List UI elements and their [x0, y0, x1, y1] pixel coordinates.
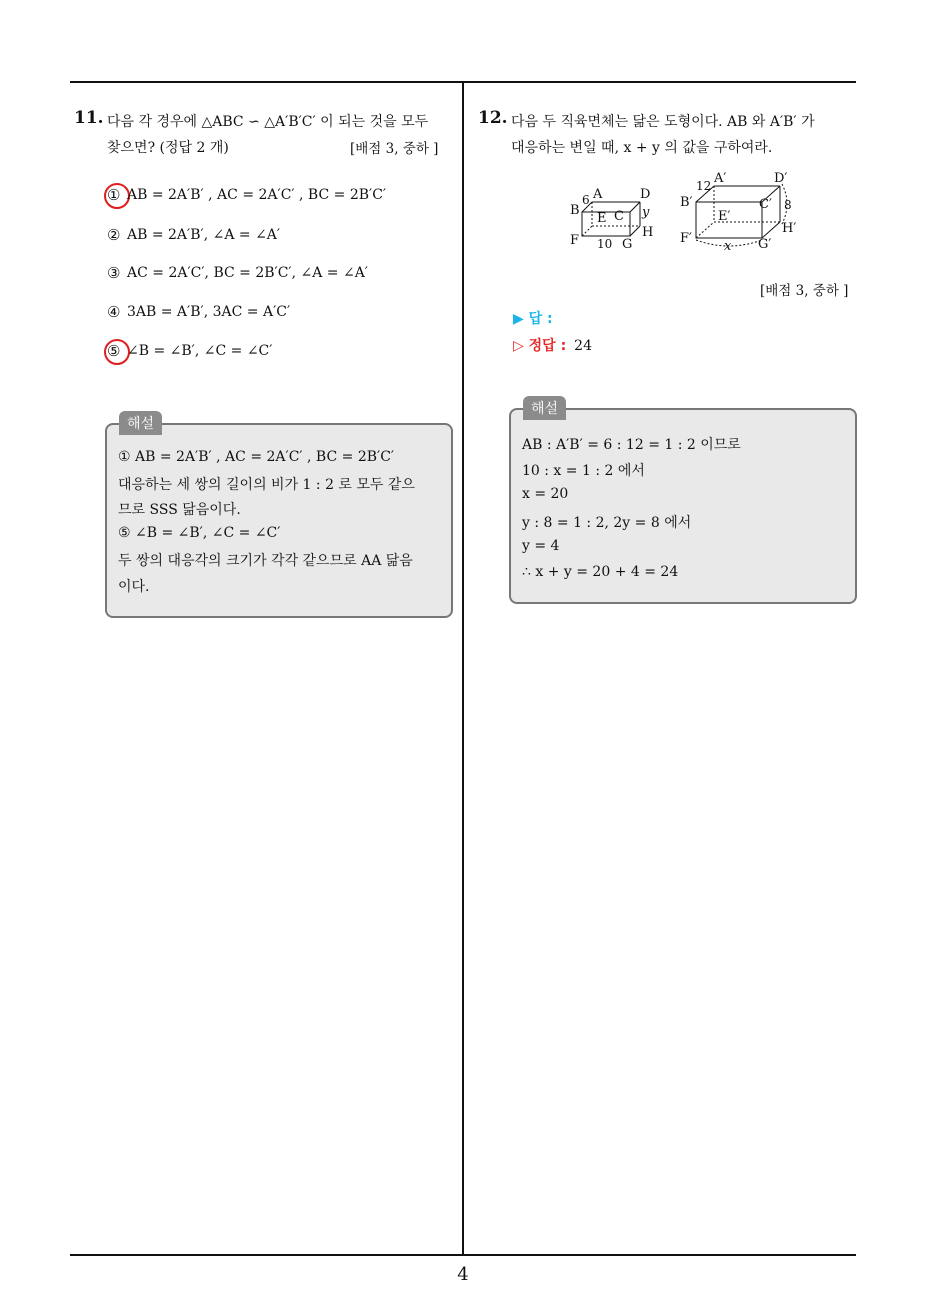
- column-divider: [462, 82, 464, 1255]
- label-large-a: A′: [714, 171, 727, 186]
- q11-solution-line: ① AB = 2A′B′ , AC = 2A′C′ , BC = 2B′C′: [118, 449, 395, 465]
- q11-solution-line: 대응하는 세 쌍의 길이의 비가 1 : 2 로 모두 같으: [118, 477, 415, 493]
- q12-score: [배점 3, 중하 ]: [760, 283, 849, 299]
- small-cuboid: [582, 202, 640, 236]
- label-small-h: H: [642, 225, 654, 240]
- q11-solution-line: 이다.: [118, 579, 150, 595]
- large-cuboid: [696, 184, 787, 246]
- q12-answer-label: ▶ 답 :: [513, 311, 553, 327]
- label-small-e: E: [597, 211, 607, 226]
- label-large-c: C′: [759, 197, 772, 212]
- label-large-12: 12: [696, 179, 712, 193]
- q11-solution-line: 두 쌍의 대응각의 크기가 각각 같으므로 AA 닮음: [118, 553, 413, 569]
- q11-solution-line: ⑤ ∠B = ∠B′, ∠C = ∠C′: [118, 525, 281, 541]
- q12-solution-line: y = 4: [522, 538, 560, 554]
- q12-text-line2: 대응하는 변일 때, x + y 의 값을 구하여라.: [511, 140, 773, 156]
- label-large-f: F′: [680, 231, 692, 246]
- label-large-e: E′: [718, 209, 731, 224]
- q11-option-3[interactable]: ③ AC = 2A′C′, BC = 2B′C′, ∠A = ∠A′: [107, 264, 368, 282]
- label-small-10: 10: [597, 237, 613, 251]
- q12-solution-line: ∴ x + y = 20 + 4 = 24: [522, 564, 679, 580]
- q12-solution-line: x = 20: [522, 486, 569, 502]
- q11-text-line2: 찾으면? (정답 2 개): [107, 140, 229, 156]
- bottom-rule: [70, 1254, 856, 1256]
- q12-solution-line: y : 8 = 1 : 2, 2y = 8 에서: [522, 515, 692, 531]
- label-small-f: F: [570, 233, 580, 248]
- label-large-d: D′: [774, 171, 788, 186]
- label-large-b: B′: [680, 195, 693, 210]
- q12-solution-label: 해설: [523, 396, 566, 420]
- q11-solution-line: 므로 SSS 닮음이다.: [118, 502, 241, 518]
- label-large-h: H′: [782, 221, 797, 236]
- label-large-8: 8: [784, 198, 792, 212]
- q11-option-2[interactable]: ② AB = 2A′B′, ∠A = ∠A′: [107, 226, 281, 244]
- label-small-a: A: [593, 187, 603, 202]
- label-small-c: C: [614, 209, 624, 224]
- q12-text-line1: 다음 두 직육면체는 닮은 도형이다. AB 와 A′B′ 가: [511, 114, 815, 130]
- q12-solution-line: AB : A′B′ = 6 : 12 = 1 : 2 이므로: [522, 437, 741, 453]
- label-small-b: B: [570, 203, 580, 218]
- cuboid-figure: [560, 168, 810, 258]
- page-number: 4: [457, 1264, 469, 1285]
- q11-option-5[interactable]: ⑤ ∠B = ∠B′, ∠C = ∠C′: [107, 342, 273, 360]
- q12-correct-row: [513, 335, 592, 355]
- q12-number: 12.: [478, 108, 508, 128]
- label-large-g: G′: [758, 237, 772, 252]
- label-small-y: y: [642, 205, 650, 220]
- q11-option-4[interactable]: ④ 3AB = A′B′, 3AC = A′C′: [107, 303, 291, 321]
- q12-solution-line: 10 : x = 1 : 2 에서: [522, 463, 645, 479]
- label-small-6: 6: [582, 193, 590, 207]
- q11-option-1[interactable]: ① AB = 2A′B′ , AC = 2A′C′ , BC = 2B′C′: [107, 186, 387, 204]
- q11-text-line1: 다음 각 경우에 △ABC ∽ △A′B′C′ 이 되는 것을 모두: [107, 114, 429, 130]
- label-small-g: G: [622, 237, 633, 252]
- q12-correct-label: ▷ 정답 :: [513, 338, 567, 354]
- q11-solution-label: 해설: [119, 411, 162, 435]
- q11-number: 11.: [74, 108, 104, 128]
- q11-score: [배점 3, 중하 ]: [350, 141, 439, 157]
- label-large-x: x: [724, 239, 732, 254]
- q12-correct-value: 24: [574, 338, 592, 354]
- label-small-d: D: [640, 187, 651, 202]
